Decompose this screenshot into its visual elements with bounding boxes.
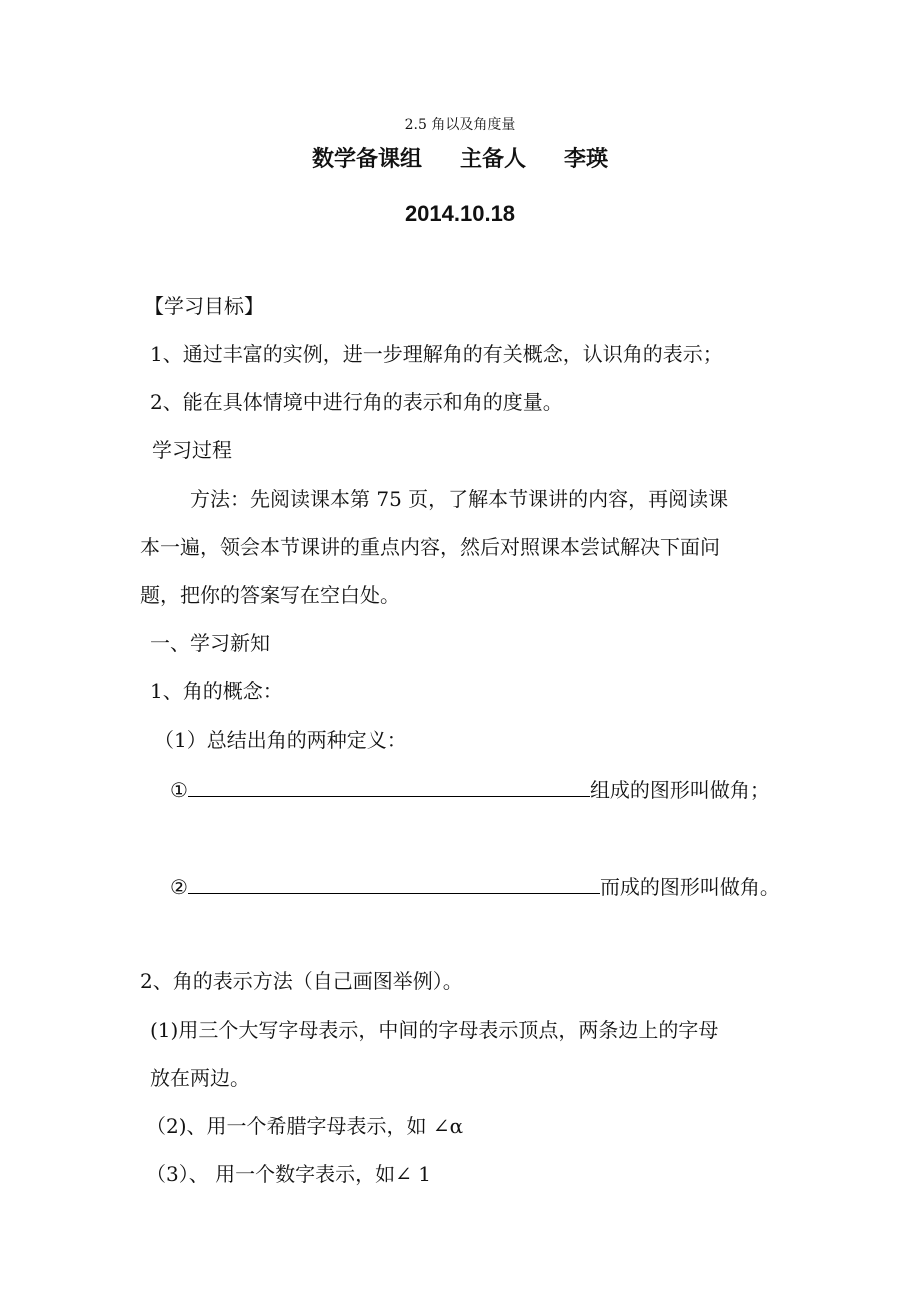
- method-line-1: 方法：先阅读课本第 75 页，了解本节课讲的内容，再阅读课: [190, 487, 729, 511]
- goals-heading: 【学习目标】: [144, 294, 264, 318]
- definition-2-marker: ②: [170, 875, 188, 899]
- goal-item-1: 1、通过丰富的实例，进一步理解角的有关概念，认识角的表示；: [150, 342, 723, 366]
- lesson-subtitle: 2.5 角以及角度量: [404, 117, 516, 133]
- lesson-date: 2014.10.18: [404, 201, 516, 226]
- definition-1-blank[interactable]: [188, 776, 590, 797]
- definitions-prompt: （1）总结出角的两种定义：: [154, 728, 407, 752]
- preparer-label: 主备人: [459, 147, 526, 172]
- angle-notation-item: 2、角的表示方法（自己画图举例）。: [140, 969, 463, 993]
- notation-way-3: （3）、 用一个数字表示，如∠ 1: [146, 1162, 431, 1186]
- definition-2: [170, 873, 780, 899]
- definition-1: [170, 776, 770, 802]
- group-name: 数学备课组: [311, 147, 422, 172]
- notation-way-1-line-2: 放在两边。: [150, 1066, 250, 1090]
- definition-2-suffix: 而成的图形叫做角。: [599, 875, 780, 899]
- lesson-header: [0, 146, 920, 174]
- method-line-3: 题，把你的答案写在空白处。: [140, 583, 400, 607]
- process-heading: 学习过程: [152, 438, 232, 462]
- preparer-name: 李瑛: [564, 147, 609, 172]
- section-new-knowledge-heading: 一、学习新知: [150, 631, 270, 655]
- definition-1-suffix: 组成的图形叫做角；: [589, 778, 770, 802]
- definition-1-marker: ①: [170, 778, 188, 802]
- goal-item-2: 2、能在具体情境中进行角的表示和角的度量。: [150, 390, 563, 414]
- notation-way-2: （2)、用一个希腊字母表示，如 ∠α: [146, 1114, 464, 1138]
- notation-way-1-line-1: (1)用三个大写字母表示，中间的字母表示顶点，两条边上的字母: [150, 1018, 719, 1042]
- method-line-2: 本一遍，领会本节课讲的重点内容，然后对照课本尝试解决下面问: [140, 535, 720, 559]
- angle-concept-item: 1、角的概念：: [150, 679, 283, 703]
- definition-2-blank[interactable]: [188, 873, 600, 894]
